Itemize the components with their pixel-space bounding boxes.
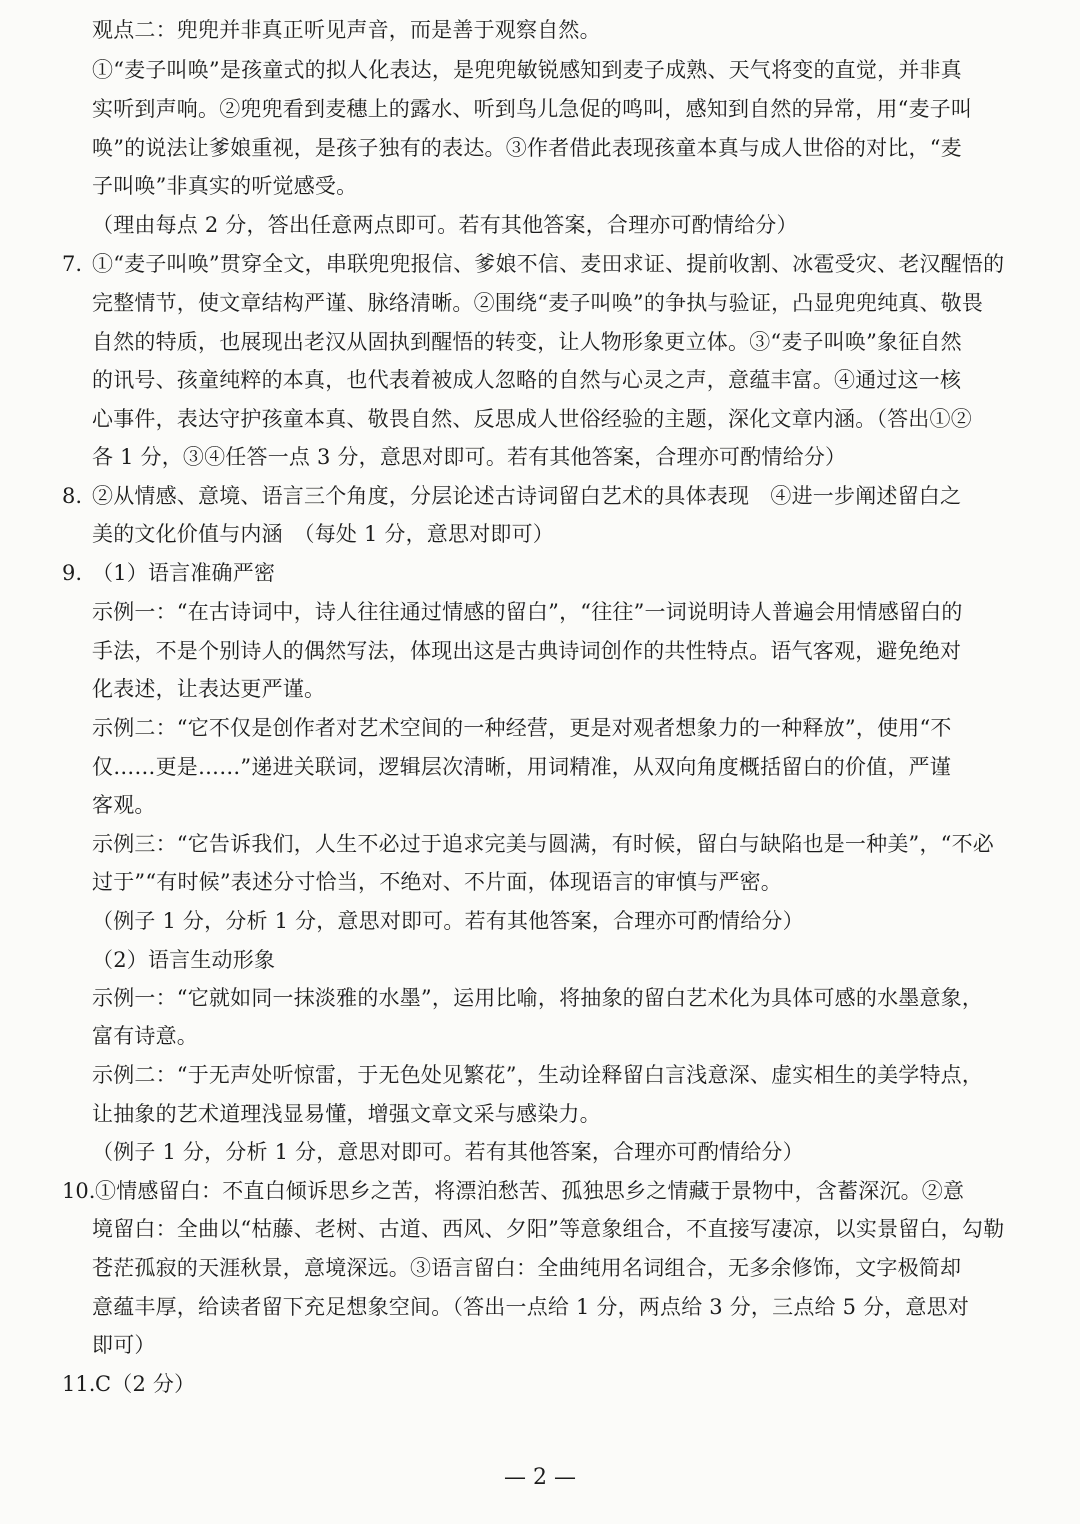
sub-heading: （2）语言生动形象 <box>92 948 276 972</box>
text-line: 示例三：“它告诉我们，人生不必过于追求完美与圆满，有时候，留白与缺陷也是一种美”，“不必 <box>92 832 995 856</box>
text-line: 仅……更是……”递进关联词，逻辑层次清晰，用词精准，从双向角度概括留白的价值，严谨 <box>92 755 951 779</box>
text-line: 子叫唤”非真实的听觉感受。 <box>92 174 358 198</box>
text-line: ①“麦子叫唤”贯穿全文，串联兜兜报信、爹娘不信、麦田求证、提前收割、冰雹受灾、老汉醒悟的 <box>92 252 1005 276</box>
text-line: 各 1 分，③④任答一点 3 分，意思对即可。若有其他答案，合理亦可酌情给分） <box>92 445 847 469</box>
text-line: 示例二：“于无声处听惊雷，于无色处见繁花”，生动诠释留白言浅意深、虚实相生的美学特点， <box>92 1063 984 1087</box>
text-line: 的讯号、孩童纯粹的本真，也代表着被成人忽略的自然与心灵之声，意蕴丰富。④通过这一核 <box>92 368 962 392</box>
text-line: 手法，不是个别诗人的偶然写法，体现出这是古典诗词创作的共性特点。语气客观，避免绝对 <box>92 639 962 663</box>
text-line: 过于”“有时候”表述分寸恰当，不绝对、不片面，体现语言的审慎与严密。 <box>92 870 783 894</box>
text-line: 苍茫孤寂的天涯秋景，意境深远。③语言留白：全曲纯用名词组合，无多余修饰，文字极简却 <box>92 1256 962 1280</box>
text-line: ②从情感、意境、语言三个角度，分层论述古诗词留白艺术的具体表现 ④进一步阐述留白之 <box>92 484 962 508</box>
text-line: ①“麦子叫唤”是孩童式的拟人化表达，是兜兜敏锐感知到麦子成熟、天气将变的直觉，并非真 <box>92 58 962 82</box>
question-number-10: 10. <box>62 1179 96 1203</box>
text-line: C（2 分） <box>95 1372 196 1396</box>
text-line: 观点二：兜兜并非真正听见声音，而是善于观察自然。 <box>92 18 601 42</box>
text-line: 示例一：“在古诗词中，诗人往往通过情感的留白”，“往往”一词说明诗人普遍会用情感留白的 <box>92 600 963 624</box>
sub-heading: （1）语言准确严密 <box>92 561 276 585</box>
page-number: — 2 — <box>504 1465 576 1490</box>
text-line: 客观。 <box>92 793 156 817</box>
text-line: 富有诗意。 <box>92 1024 198 1048</box>
scoring-note: （理由每点 2 分，答出任意两点即可。若有其他答案，合理亦可酌情给分） <box>92 213 798 237</box>
text-line: 实听到声响。②兜兜看到麦穗上的露水、听到鸟儿急促的鸣叫，感知到自然的异常，用“麦子叫 <box>92 97 973 121</box>
question-number-9: 9. <box>62 561 83 585</box>
text-line: 化表述，让表达更严谨。 <box>92 677 326 701</box>
scoring-note: （例子 1 分，分析 1 分，意思对即可。若有其他答案，合理亦可酌情给分） <box>92 1140 804 1164</box>
text-line: 让抽象的艺术道理浅显易懂，增强文章文采与感染力。 <box>92 1102 601 1126</box>
text-line: 即可） <box>92 1333 156 1357</box>
text-line: 完整情节，使文章结构严谨、脉络清晰。②围绕“麦子叫唤”的争执与验证，凸显兜兜纯真、敬畏 <box>92 291 984 315</box>
question-number-7: 7. <box>62 252 83 276</box>
question-number-8: 8. <box>62 484 83 508</box>
text-line: 唤”的说法让爹娘重视，是孩子独有的表达。③作者借此表现孩童本真与成人世俗的对比，“麦 <box>92 136 962 160</box>
text-line: 意蕴丰厚，给读者留下充足想象空间。（答出一点给 1 分，两点给 3 分，三点给 5 分，意思对 <box>92 1295 970 1319</box>
text-line: 示例二：“它不仅是创作者对艺术空间的一种经营，更是对观者想象力的一种释放”，使用“不 <box>92 716 952 740</box>
text-line: 美的文化价值与内涵 （每处 1 分，意思对即可） <box>92 522 555 546</box>
scoring-note: （例子 1 分，分析 1 分，意思对即可。若有其他答案，合理亦可酌情给分） <box>92 909 804 933</box>
text-line: 自然的特质，也展现出老汉从固执到醒悟的转变，让人物形象更立体。③“麦子叫唤”象征自然 <box>92 330 962 354</box>
text-line: 心事件，表达守护孩童本真、敬畏自然、反思成人世俗经验的主题，深化文章内涵。（答出①② <box>92 407 972 431</box>
text-line: 境留白：全曲以“枯藤、老树、古道、西风、夕阳”等意象组合，不直接写凄凉，以实景留白，勾勒 <box>92 1217 1005 1241</box>
question-number-11: 11. <box>62 1372 96 1396</box>
text-line: 示例一：“它就如同一抹淡雅的水墨”，运用比喻，将抽象的留白艺术化为具体可感的水墨意象， <box>92 986 984 1010</box>
text-line: ①情感留白：不直白倾诉思乡之苦，将漂泊愁苦、孤独思乡之情藏于景物中，含蓄深沉。②意 <box>95 1179 965 1203</box>
